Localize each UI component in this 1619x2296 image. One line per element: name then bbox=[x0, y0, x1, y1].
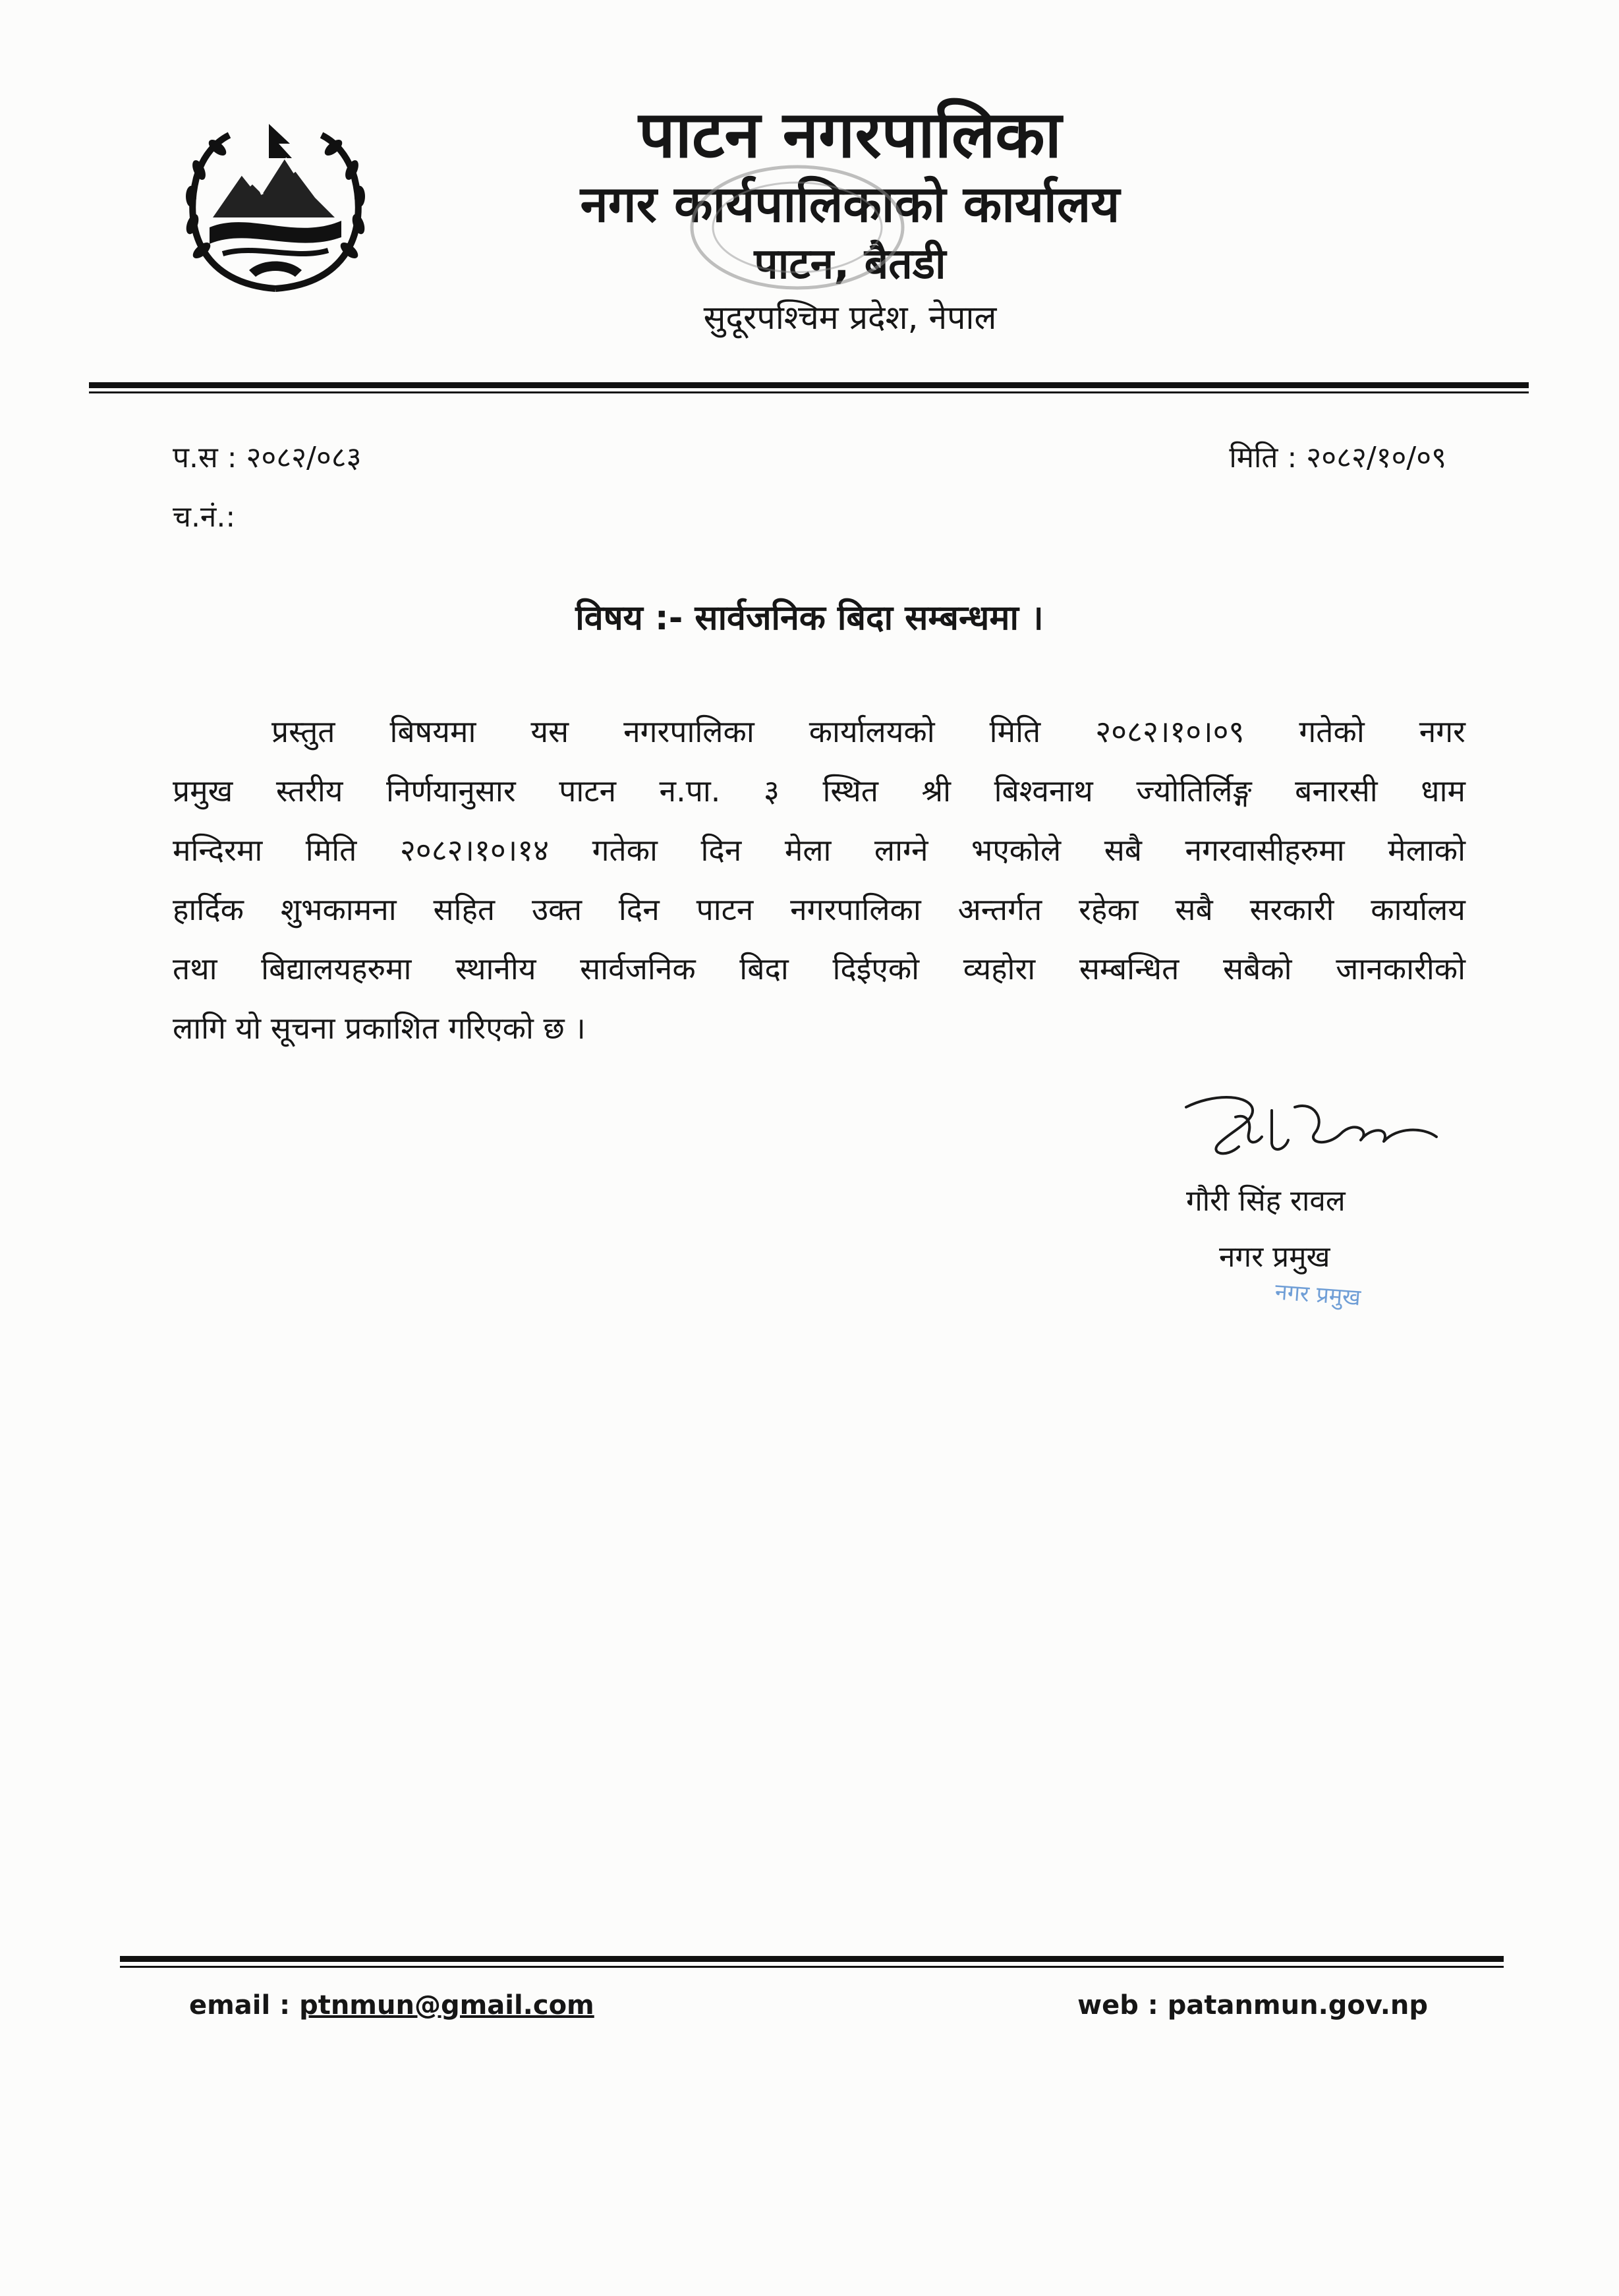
body-line: प्रस्तुत बिषयमा यस नगरपालिका कार्यालयको मिति २०८२।१०।०९ गतेको नगर bbox=[271, 714, 1465, 749]
nepal-emblem-icon bbox=[177, 119, 374, 297]
letter-number: प.स : २०८२/०८३ bbox=[173, 441, 362, 474]
body-line: लागि यो सूचना प्रकाशित गरिएको छ । bbox=[173, 1010, 586, 1046]
header-rule-thin bbox=[89, 391, 1529, 393]
footer-email bbox=[189, 1990, 594, 2021]
email-link[interactable]: ptnmun@gmail.com bbox=[299, 1990, 594, 2021]
letter-body bbox=[173, 702, 1465, 1058]
office-stamp-icon bbox=[685, 158, 909, 297]
body-line: हार्दिक शुभकामना सहित उक्त दिन पाटन नगरपालिका अन्तर्गत रहेका सबै सरकारी कार्यालय bbox=[173, 892, 1465, 927]
org-name: पाटन नगरपालिका bbox=[638, 98, 1062, 173]
handwritten-signature bbox=[1173, 1081, 1450, 1180]
body-line: मन्दिरमा मिति २०८२।१०।१४ गतेका दिन मेला लाग्ने भएकोले सबै नगरवासीहरुमा मेलाको bbox=[173, 832, 1466, 868]
office-place: पाटन, बैतडी bbox=[754, 240, 946, 289]
footer-rule-thin bbox=[120, 1966, 1504, 1968]
email-label: email : bbox=[189, 1990, 300, 2021]
office-name: नगर कार्यपालिकाको कार्यालय bbox=[580, 175, 1120, 233]
dispatch-number: च.नं.: bbox=[173, 500, 236, 534]
header-rule bbox=[89, 382, 1529, 388]
letter-subject: विषय :- सार्वजनिक बिदा सम्बन्धमा । bbox=[575, 598, 1044, 638]
footer-rule bbox=[120, 1956, 1504, 1962]
signatory-title: नगर प्रमुख bbox=[1219, 1240, 1330, 1274]
letter-date: मिति : २०८२/१०/०९ bbox=[1229, 441, 1446, 474]
office-province: सुदूरपश्चिम प्रदेश, नेपाल bbox=[703, 299, 997, 337]
signatory-stamp: नगर प्रमुख bbox=[1274, 1278, 1362, 1311]
body-line: प्रमुख स्तरीय निर्णयानुसार पाटन न.पा. ३ स्थित श्री बिश्वनाथ ज्योतिर्लिङ्ग बनारसी धाम bbox=[173, 773, 1465, 809]
signatory-name: गौरी सिंह रावल bbox=[1186, 1184, 1346, 1218]
footer-website[interactable]: web : patanmun.gov.np bbox=[1077, 1990, 1428, 2021]
body-line: तथा बिद्यालयहरुमा स्थानीय सार्वजनिक बिदा दिईएको व्यहोरा सम्बन्धित सबैको जानकारीको bbox=[173, 951, 1465, 987]
